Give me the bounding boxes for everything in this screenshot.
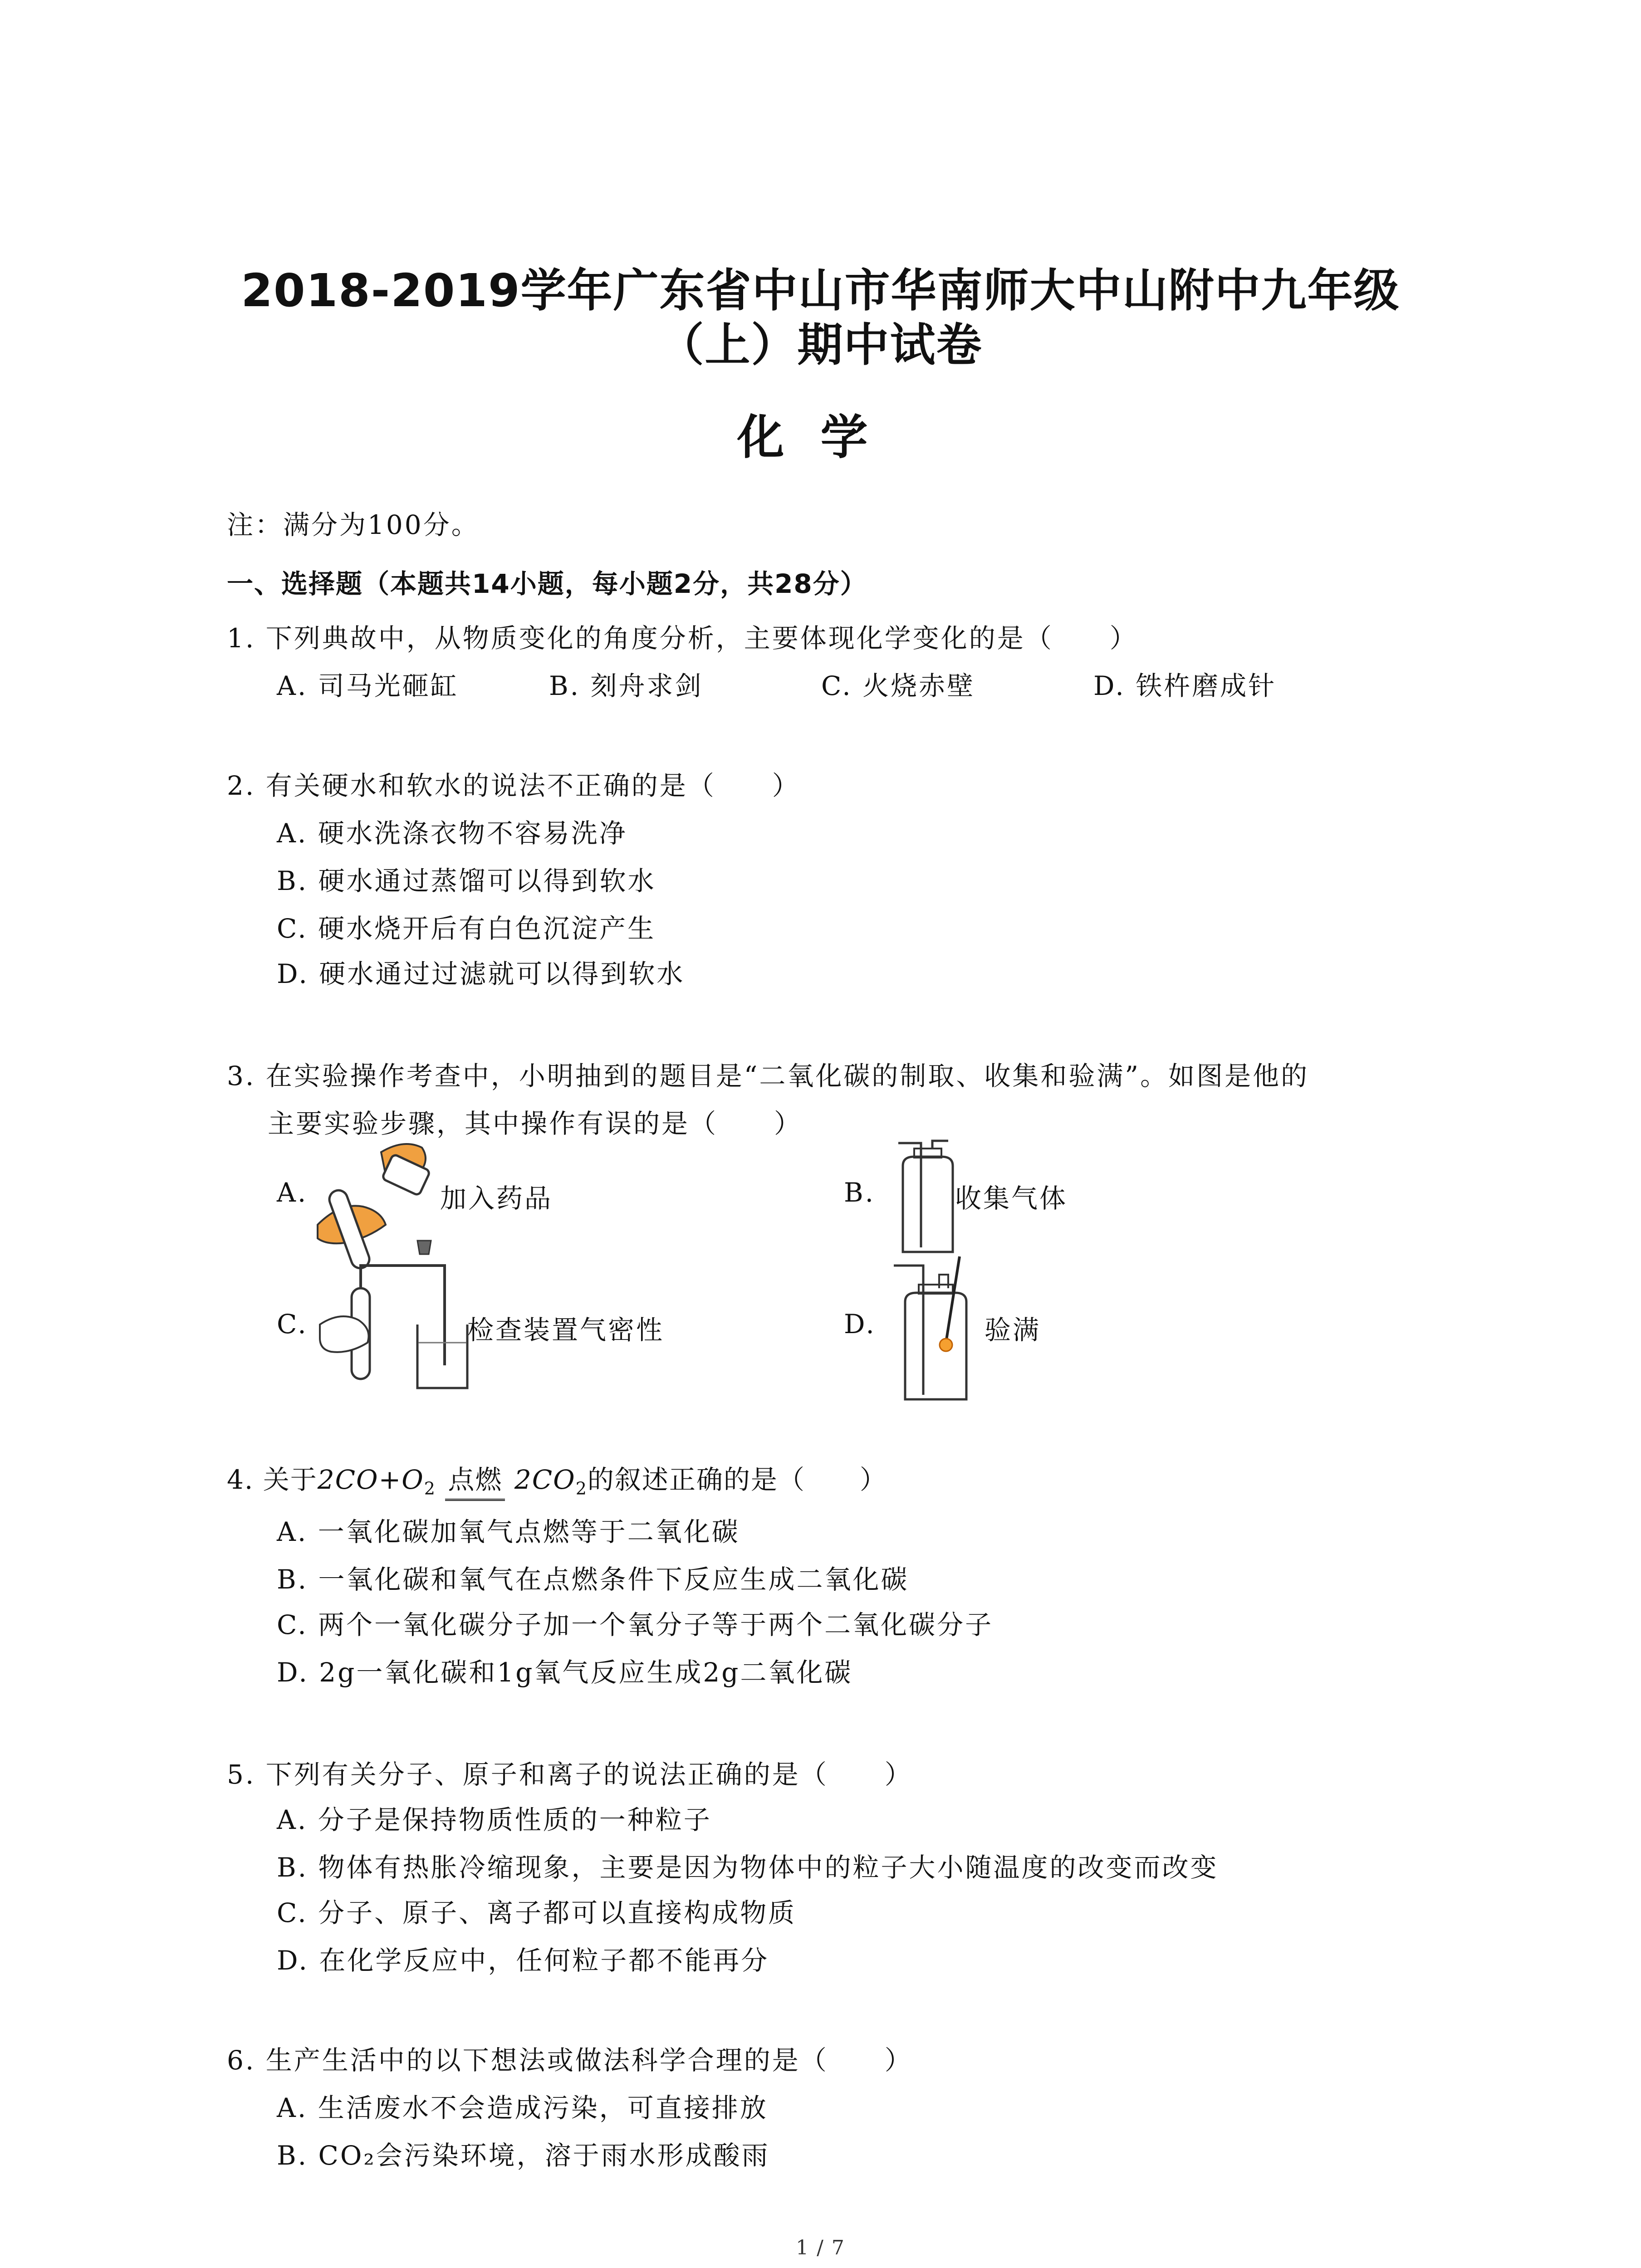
question-5-stem: 5. 下列有关分子、原子和离子的说法正确的是（ ）: [227, 1759, 913, 1790]
page-number: 1 / 7: [796, 2236, 845, 2259]
question-2-option-d: D. 硬水通过过滤就可以得到软水: [277, 958, 685, 989]
question-3-option-b-label: 收集气体: [955, 1183, 1068, 1214]
question-1-stem: 1. 下列典故中，从物质变化的角度分析，主要体现化学变化的是（ ）: [227, 623, 1138, 654]
gas-collection-bottle-icon: [889, 1139, 962, 1256]
question-3-option-c-letter: C.: [277, 1309, 308, 1339]
question-3-option-d-letter: D.: [844, 1309, 876, 1339]
gas-full-test-icon: [889, 1252, 989, 1406]
question-3-stem-line2: 主要实验步骤，其中操作有误的是（ ）: [268, 1108, 803, 1139]
question-3-option-a-label: 加入药品: [440, 1183, 553, 1214]
question-2-option-b: B. 硬水通过蒸馏可以得到软水: [277, 865, 656, 896]
section-title: 一、选择题（本题共14小题，每小题2分，共28分）: [227, 568, 867, 599]
question-3-option-a-letter: A.: [277, 1177, 308, 1208]
score-note: 注：满分为100分。: [227, 509, 480, 540]
document-title-line2: （上）期中试卷: [658, 318, 983, 371]
question-2-stem: 2. 有关硬水和软水的说法不正确的是（ ）: [227, 770, 800, 801]
question-5-option-d: D. 在化学反应中，任何粒子都不能再分: [277, 1945, 769, 1976]
question-5-option-b: B. 物体有热胀冷缩现象，主要是因为物体中的粒子大小随温度的改变而改变: [277, 1852, 1219, 1883]
question-1-option-c: C. 火烧赤壁: [821, 670, 975, 701]
equation-left: 2CO+O: [317, 1464, 424, 1495]
equation-right: 2CO: [514, 1464, 576, 1495]
add-reagent-icon: [313, 1134, 458, 1261]
question-3-option-d-label: 验满: [985, 1315, 1041, 1345]
question-4-stem-suffix: 的叙述正确的是（ ）: [587, 1464, 887, 1495]
question-3-option-c-label: 检查装置气密性: [467, 1315, 665, 1345]
question-3-stem-line1: 3. 在实验操作考查中，小明抽到的题目是“二氧化碳的制取、收集和验满”。如图是他的: [227, 1061, 1309, 1091]
question-4-stem-prefix: 4. 关于: [227, 1464, 318, 1495]
question-2-option-a: A. 硬水洗涤衣物不容易洗净: [277, 818, 627, 849]
question-1-option-d: D. 铁杵磨成针: [1093, 670, 1277, 701]
question-4-option-c: C. 两个一氧化碳分子加一个氧分子等于两个二氧化碳分子: [277, 1609, 994, 1640]
question-2-option-c: C. 硬水烧开后有白色沉淀产生: [277, 913, 656, 944]
question-1-option-b: B. 刻舟求剑: [549, 670, 703, 701]
equation-condition: 点燃: [445, 1458, 505, 1496]
document-title-line1: 2018-2019学年广东省中山市华南师大中山附中九年级: [241, 264, 1400, 317]
equation-left-sub: 2: [424, 1478, 436, 1499]
question-5-option-c: C. 分子、原子、离子都可以直接构成物质: [277, 1897, 797, 1928]
subject-title: 化学: [737, 410, 904, 465]
question-6-option-b: B. CO₂会污染环境，溶于雨水形成酸雨: [277, 2140, 770, 2171]
airtightness-check-icon: [318, 1256, 472, 1393]
question-4-option-a: A. 一氧化碳加氧气点燃等于二氧化碳: [277, 1516, 740, 1547]
question-6-stem: 6. 生产生活中的以下想法或做法科学合理的是（ ）: [227, 2045, 913, 2076]
question-4-stem: [227, 1458, 887, 1499]
question-6-option-a: A. 生活废水不会造成污染，可直接排放: [277, 2092, 768, 2123]
question-4-option-d: D. 2g一氧化碳和1g氧气反应生成2g二氧化碳: [277, 1657, 853, 1688]
question-5-option-a: A. 分子是保持物质性质的一种粒子: [277, 1804, 712, 1835]
question-1-option-a: A. 司马光砸缸: [277, 670, 459, 701]
question-4-option-b: B. 一氧化碳和氧气在点燃条件下反应生成二氧化碳: [277, 1564, 909, 1595]
question-3-option-b-letter: B.: [844, 1177, 876, 1208]
equation-right-sub: 2: [575, 1478, 588, 1499]
